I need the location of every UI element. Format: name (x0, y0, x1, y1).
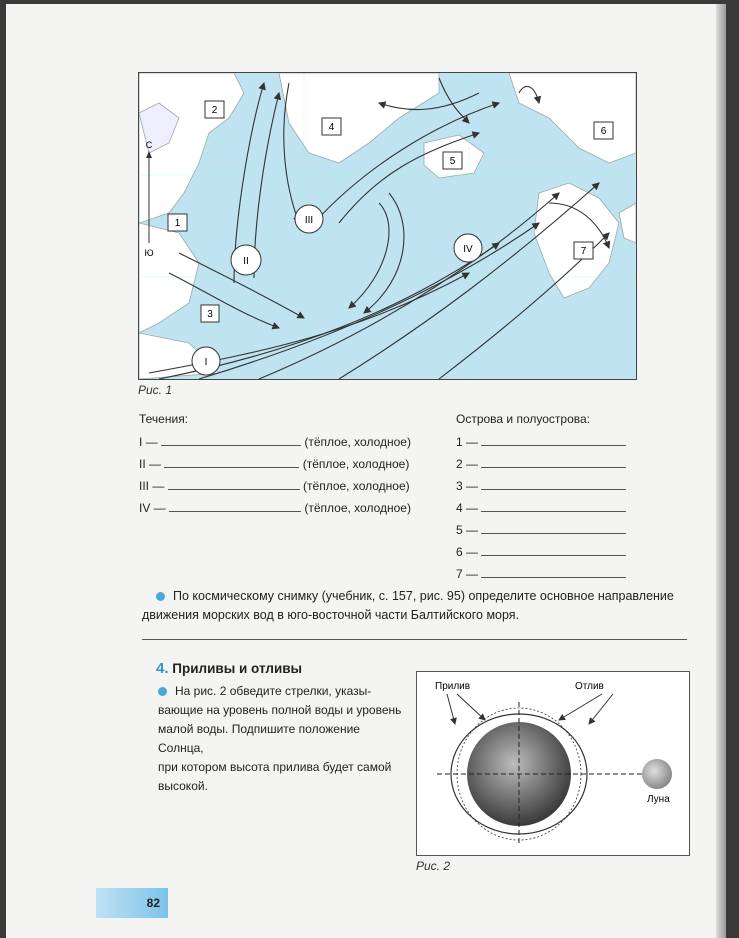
tides-svg (417, 672, 689, 855)
label-moon: Луна (647, 794, 670, 805)
island-box-6 (594, 122, 613, 139)
tides-figure (416, 671, 690, 856)
bullet-icon (158, 687, 167, 696)
current-answer-field-II[interactable] (164, 456, 299, 468)
svg-text:2: 2 (211, 105, 218, 116)
map-svg (139, 73, 636, 379)
svg-text:I: I (204, 357, 208, 368)
label-tide: Прилив (435, 681, 471, 692)
island-row-6: 6 — (456, 544, 626, 559)
current-markers (192, 205, 482, 375)
svg-text:5: 5 (449, 156, 456, 167)
island-row-1: 1 — (456, 434, 626, 449)
moon-image (642, 759, 672, 789)
svg-text:Ю: Ю (144, 248, 154, 258)
island-answer-field-6[interactable] (481, 544, 626, 556)
section-4-task: На рис. 2 обведите стрелки, указы- вающие на уровень полной воды и уровень малой воды. Подпишите положение Солнца, при котором высота прилива будет самой высокой. (158, 684, 402, 793)
answer-line[interactable] (142, 639, 687, 640)
current-marker-II (231, 245, 261, 275)
island-box-4 (322, 118, 341, 135)
island-row-2: 2 — (456, 456, 626, 471)
island-row-7: 7 — (456, 566, 626, 581)
current-marker-I (192, 347, 220, 375)
land (139, 73, 636, 379)
figure1-caption: Рис. 1 (138, 383, 173, 397)
svg-text:7: 7 (580, 246, 587, 257)
current-row-I: I — (тёплое, холодное) (139, 435, 411, 449)
svg-text:6: 6 (600, 126, 607, 137)
island-box-7 (574, 242, 593, 259)
island-answer-field-2[interactable] (481, 456, 626, 468)
svg-text:С: С (145, 140, 153, 150)
svg-text:II: II (243, 256, 249, 267)
label-ebb: Отлив (575, 681, 604, 692)
bullet-icon (156, 592, 165, 601)
island-box-5 (443, 152, 462, 169)
svg-text:III: III (304, 215, 314, 226)
island-answer-field-3[interactable] (481, 478, 626, 490)
island-box-1 (168, 214, 187, 231)
island-row-5: 5 — (456, 522, 626, 537)
currents-map (138, 72, 637, 380)
current-row-III: III — (тёплое, холодное) (139, 479, 410, 493)
island-answer-field-5[interactable] (481, 522, 626, 534)
island-box-3 (201, 305, 219, 322)
current-marker-IV (454, 234, 482, 262)
page-number: 82 (146, 896, 160, 910)
current-answer-field-I[interactable] (161, 434, 301, 446)
svg-text:IV: IV (463, 244, 473, 255)
page-number-tab (96, 888, 168, 918)
svg-text:4: 4 (328, 122, 335, 133)
island-answer-field-4[interactable] (481, 500, 626, 512)
island-answer-field-1[interactable] (481, 434, 626, 446)
island-box-2 (205, 101, 224, 118)
svg-text:3: 3 (207, 309, 213, 320)
section-4-heading: 4. Приливы и отливы (156, 660, 303, 677)
current-answer-field-III[interactable] (168, 478, 300, 490)
islands-title: Острова и полуострова: (456, 412, 590, 426)
task-baltic: По космическому снимку (учебник, с. 157, рис. 95) определите основное направление движения морских вод в юго-восточной части Балтийского моря. (142, 589, 674, 622)
current-marker-III (295, 205, 323, 233)
current-row-II: II — (тёплое, холодное) (139, 457, 410, 471)
currents-title: Течения: (139, 412, 189, 426)
current-answer-field-IV[interactable] (169, 500, 301, 512)
island-answer-field-7[interactable] (481, 566, 626, 578)
svg-text:1: 1 (174, 218, 181, 229)
island-row-3: 3 — (456, 478, 626, 493)
current-row-IV: IV — (тёплое, холодное) (139, 501, 411, 515)
island-row-4: 4 — (456, 500, 626, 515)
figure2-caption: Рис. 2 (416, 859, 451, 873)
workbook-page (6, 4, 720, 938)
